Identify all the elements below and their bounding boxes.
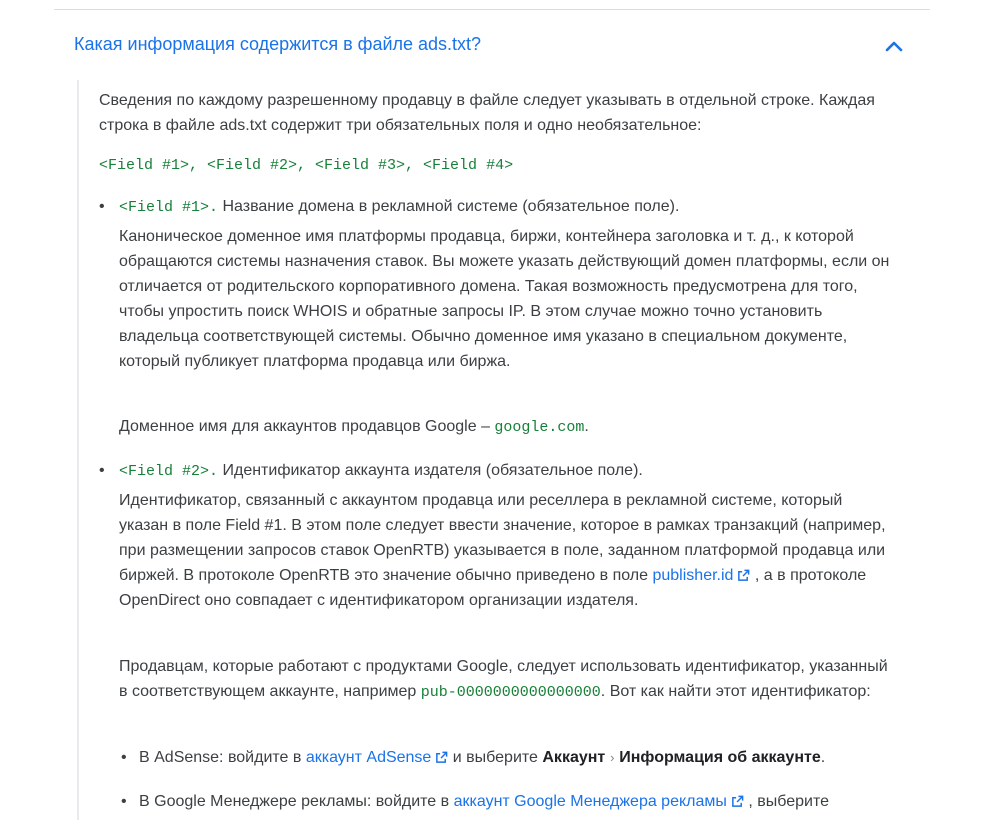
- section-divider: [54, 9, 930, 10]
- faq-question-title[interactable]: Какая информация содержится в файле ads.txt?: [74, 34, 482, 54]
- field1-google-domain-note: Доменное имя для аккаунтов продавцов Google – google.com.: [119, 418, 589, 436]
- fields-format-code: <Field #1>, <Field #2>, <Field #3>, <Field #4>: [99, 157, 514, 174]
- faq-accordion-header[interactable]: [74, 28, 910, 64]
- external-link-icon[interactable]: [731, 795, 744, 808]
- field1-code: <Field #1>.: [119, 199, 219, 216]
- external-link-icon[interactable]: [737, 569, 750, 582]
- google-domain-code: google.com: [494, 419, 585, 436]
- bullet-marker: •: [99, 462, 105, 479]
- ad-manager-step: В Google Менеджере рекламы: войдите в аккаунт Google Менеджера рекламы , выберите: [139, 793, 829, 810]
- field2-heading: [119, 458, 899, 484]
- field1-description: Каноническое доменное имя платформы продавца, биржи, контейнера заголовка и т. д., к которой обращаются системы назначения ставок. Вы можете указать действующий домен платформы, если он отличается от родительского корпоративного домена. Такая возможность предусмотрена для того, чтобы упростить поиск WHOIS и обратные запросы IP. В этом случае можно точно установить владельца соответствующей системы. Обычно доменное имя указано в специальном документе, который публикует платформа продавца или биржа.: [119, 228, 890, 370]
- ad-manager-account-link[interactable]: аккаунт Google Менеджера рекламы: [453, 793, 727, 810]
- external-link-icon[interactable]: [435, 751, 448, 764]
- adsense-step: В AdSense: войдите в аккаунт AdSense и выберите Аккаунт › Информация об аккаунте.: [139, 745, 899, 770]
- field1-heading: [119, 194, 899, 220]
- breadcrumb-account: Аккаунт: [542, 749, 606, 766]
- field2-description: Идентификатор, связанный с аккаунтом продавца или реселлера в рекламной системе, который указан в поле Field #1. В этом поле следует ввести значение, которое в рамках транзакций (например, при размещении запросов ставок OpenRTB) указывается в поле, заданном платформой продавца или биржей. В протоколе OpenRTB это значение обычно приведено в поле publisher.id , а в протоколе OpenDirect оно совпадает с идентификатором организации издателя.: [119, 492, 886, 609]
- bullet-marker: •: [121, 749, 127, 766]
- adsense-account-link[interactable]: аккаунт AdSense: [305, 749, 432, 766]
- publisher-id-link[interactable]: publisher.id: [652, 567, 734, 584]
- pub-id-example-code: pub-0000000000000000: [420, 684, 601, 701]
- faq-answer-panel: [77, 80, 899, 820]
- field2-code: <Field #2>.: [119, 463, 219, 480]
- bullet-marker: •: [99, 198, 105, 215]
- chevron-up-icon[interactable]: [884, 38, 904, 54]
- chevron-right-icon: ›: [610, 750, 615, 765]
- field2-title: Идентификатор аккаунта издателя (обязательное поле).: [218, 462, 643, 479]
- intro-paragraph: Сведения по каждому разрешенному продавцу в файле следует указывать в отдельной строке. Каждая строка в файле ads.txt содержит три обязательных поля и одно необязательное:: [99, 92, 875, 134]
- breadcrumb-account-info: Информация об аккаунте: [619, 749, 821, 766]
- field2-google-note: Продавцам, которые работают с продуктами Google, следует использовать идентификатор, указанный в соответствующем аккаунте, например pub-0000000000000000. Вот как найти этот идентификатор:: [119, 658, 888, 701]
- field1-title: Название домена в рекламной системе (обязательное поле).: [218, 198, 680, 215]
- bullet-marker: •: [121, 793, 127, 810]
